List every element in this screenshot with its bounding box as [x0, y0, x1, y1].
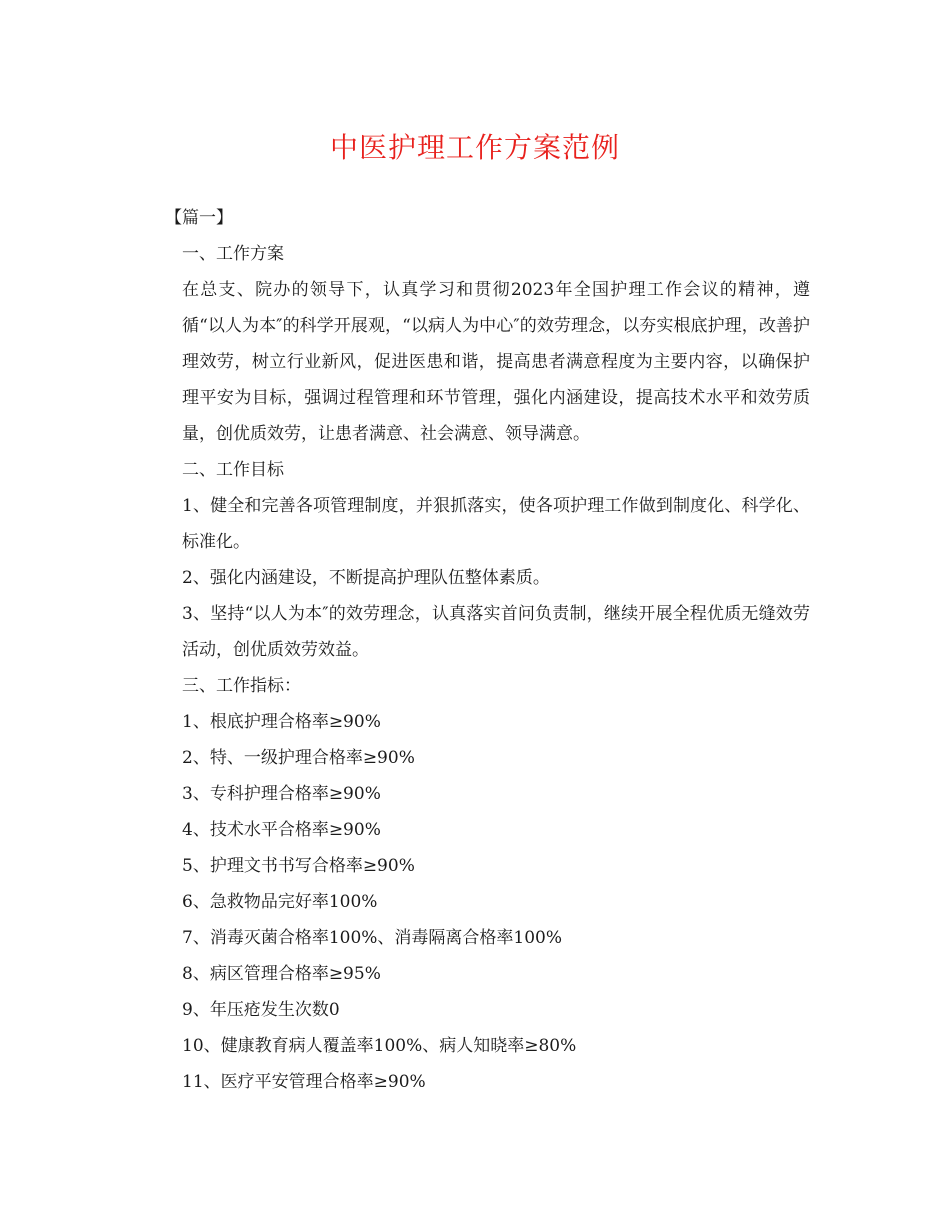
indicator-item-2: 2、特、一级护理合格率≥90% [182, 748, 415, 768]
indicator-item-4: 4、技术水平合格率≥90% [182, 820, 381, 840]
indicator-item-1: 1、根底护理合格率≥90% [182, 712, 381, 732]
indicator-item-5: 5、护理文书书写合格率≥90% [182, 856, 415, 876]
indicator-item-11: 11、医疗平安管理合格率≥90% [182, 1072, 426, 1092]
indicator-item-10: 10、健康教育病人覆盖率100%、病人知晓率≥80% [182, 1036, 577, 1056]
document-body [145, 200, 810, 1100]
goal-item-2: 2、强化内涵建设，不断提高护理队伍整体素质。 [182, 568, 550, 588]
goal-item-1: 1、健全和完善各项管理制度，并狠抓落实，使各项护理工作做到制度化、科学化、标准化。 [182, 496, 810, 552]
document-title: 中医护理工作方案范例 [329, 131, 620, 164]
indicator-item-3: 3、专科护理合格率≥90% [182, 784, 381, 804]
indicator-item-8: 8、病区管理合格率≥95% [182, 964, 381, 984]
indicator-item-6: 6、急救物品完好率100% [182, 892, 378, 912]
indicator-item-7: 7、消毒灭菌合格率100%、消毒隔离合格率100% [182, 928, 563, 948]
section-tag: 【篇一】 [165, 208, 233, 228]
heading-work-goals: 二、工作目标 [182, 460, 284, 480]
indicator-item-9: 9、年压疮发生次数0 [182, 1000, 340, 1020]
paragraph-work-plan: 在总支、院办的领导下，认真学习和贯彻2023年全国护理工作会议的精神，遵循“以人为本″的科学开展观，“以病人为中心″的效劳理念，以夯实根底护理，改善护理效劳，树立行业新风，促进医患和谐，提高患者满意程度为主要内容，以确保护理平安为目标，强调过程管理和环节管理，强化内涵建设，提高技术水平和效劳质量，创优质效劳，让患者满意、社会满意、领导满意。 [182, 280, 810, 444]
heading-work-indicators: 三、工作指标： [182, 676, 301, 696]
heading-work-plan: 一、工作方案 [182, 244, 284, 264]
goal-item-3: 3、坚持“以人为本″的效劳理念，认真落实首问负责制，继续开展全程优质无缝效劳活动，创优质效劳效益。 [182, 604, 810, 660]
